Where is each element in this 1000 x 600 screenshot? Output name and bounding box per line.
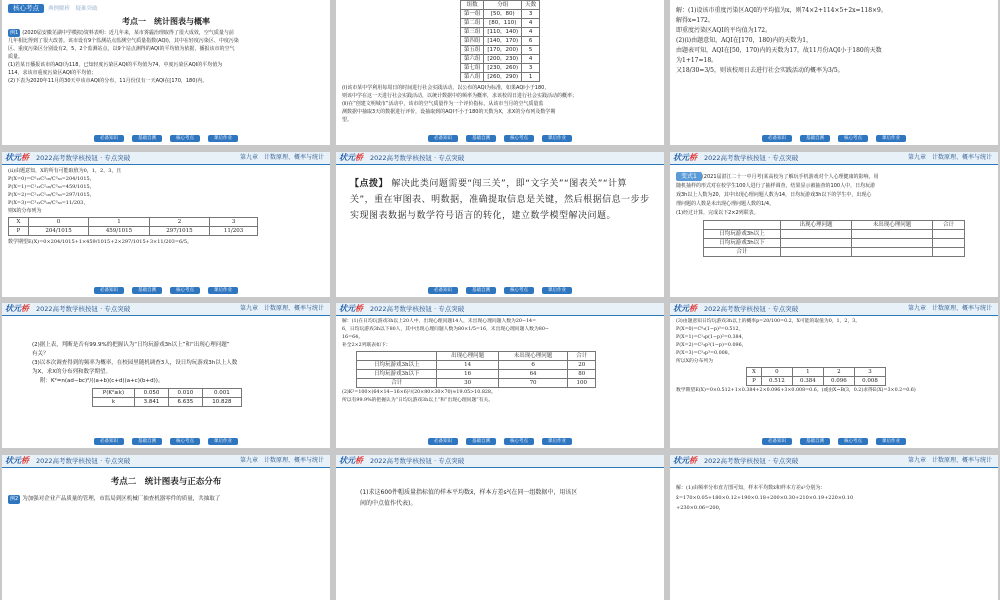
text-line: 区、重度污染区分别设有2，5，2个监测站点，以9个站点测得的AQI的平均值为依据，播报该市的空气 [8,46,235,52]
slide-2 [336,0,664,145]
text-line: P(X=0)=C⁰₁₂C³₁₈/C³₃₀=204/1015， [8,176,95,182]
text-line: (2020届安徽芜湖中学模拟)资料表明：近几年来，某市雾霾治理取得了很大成效，空气质量与前 [22,30,234,36]
brand-logo: 状元桥 [5,153,29,162]
text-line: P(X=1)=C¹₃p(1−p)²=0.384， [676,335,747,340]
slide-title: 考点二 统计图表与正态分布 [110,477,222,487]
footer-nav [336,438,664,448]
brand-logo: 状元桥 [339,456,363,465]
slide-9 [670,303,998,448]
header-chapter: 第九章 计数原理、概率与统计 [907,154,992,161]
text-line: 解：(1)设该市重度污染区AQI的平均值为x，则74×2+114×5+2x=118×9。 [676,7,887,14]
slide-8 [336,303,664,448]
nav-button[interactable]: 核心考点 [504,135,534,142]
aqi-table: 组数 分组 天数 第一组 [50，80) 3 第二组 [80，110) 4 第三组 [110，140) 4 第四组 [140，170) 6 第五组 [170，200) 5 第六组 [200，230) 4 第七组 [230，260) 3 第八组 [260，290) 1 [460,0,540,82]
text-line: (2021届湛江二十一中月考)某高校为了解玩手机游戏对个人心理健康的影响，用 [701,174,879,180]
text-line: 随机抽样的形式对在校学生100人进行了抽样调查，结果显示被抽查的100人中，日均玩游 [676,183,876,189]
slide-header [336,455,664,468]
text-line: (1)经过计算，完成以下2×2列联表。 [676,210,759,216]
footer-nav [670,135,998,145]
text-line: (2)据上表，判断是否有99.9%的把握认为“日均玩游戏3h以上”和“出现心理问题” [32,342,230,348]
nav-button[interactable]: 课后作业 [542,438,572,445]
table-row: 日均玩游戏3h以上 [704,230,965,239]
header-chapter: 第九章 计数原理、概率与统计 [239,305,324,312]
nav-button[interactable]: 课后作业 [208,287,238,294]
slide-header [670,303,998,316]
nav-button[interactable]: 课后作业 [208,438,238,445]
table-row: 第八组 [260，290) 1 [460,73,539,82]
brand-logo: 状元桥 [673,153,697,162]
nav-button[interactable]: 必备知识 [762,438,792,445]
slide-header [670,455,998,468]
nav-button[interactable]: 基础自测 [800,438,830,445]
table-row: 第五组 [170，200) 5 [460,46,539,55]
text-line: 16=64。 [342,335,364,340]
text-line: 间的中点值作代表)。 [360,500,417,507]
table-row: 日均玩游戏3h以下 16 64 80 [357,370,596,379]
slide-10 [2,455,330,600]
header-title: 2022高考数学核按钮 · 专点突破 [36,457,131,465]
header-title: 2022高考数学核按钮 · 专点突破 [704,305,799,313]
nav-button[interactable]: 核心考点 [170,135,200,142]
text-line: P(X=3)=C³₁₂C⁰₁₈/C³₃₀=11/203， [8,200,89,206]
slide-6 [670,152,998,297]
text-line: 为1+17=18。 [676,57,718,64]
slide-12 [670,455,998,600]
text-line: (ⅰ)该市某中学利用每周日的时间进行社会实践活动，以公布的AQI为标准，如果AQI小于180， [342,85,550,91]
header-title: 2022高考数学核按钮 · 专点突破 [370,457,465,465]
slide-3 [670,0,998,145]
nav-button[interactable]: 课后作业 [542,287,572,294]
text-line: 解：(1)在日均玩游戏3h以上20人中，出现心理问题14人，未出现心理问题人数为20−14= [342,319,537,324]
tip-title: 【点拨】 [350,179,389,189]
tip-text: 解决此类问题需要“闯三关”，即“文字关”“图表关”“计算关”，重在审图表、明数据，准确提取信息是关键，然后根据信息一步步实现图表数据与数学符号语言的转化，建立数学模型解决问题。 [350,179,650,221]
header-title: 2022高考数学核按钮 · 专点突破 [36,154,131,162]
table-row: 日均玩游戏3h以下 [704,239,965,248]
brand-logo: 状元桥 [5,304,29,313]
header-title: 2022高考数学核按钮 · 专点突破 [370,154,465,162]
nav-button[interactable]: 必备知识 [94,438,124,445]
slide-title: 考点一 统计图表与概率 [122,17,210,26]
table-row: P 204/1015 459/1015 297/1015 11/203 [9,227,258,236]
table-row: 第一组 [50，80) 3 [460,10,539,19]
text-line: 6，日均玩游戏3h以下80人，其中出现心理问题人数为80×1/5=16，未出现心理问题人数为80− [342,327,549,332]
brand-logo: 状元桥 [339,153,363,162]
header-title: 2022高考数学核按钮 · 专点突破 [36,305,131,313]
nav-button[interactable]: 必备知识 [428,287,458,294]
slide-header [336,303,664,316]
slide-4 [2,152,330,297]
formula: 附：K²=n(ad−bc)²/((a+b)(c+d)(a+c)(b+d))。 [40,378,164,384]
nav-button[interactable]: 基础自测 [132,287,162,294]
text-line: (1)求这600件帽质量指标值的样本平均数x̄，样本方差s²(在同一组数据中，用该区 [360,489,578,496]
footer-nav [2,287,330,297]
nav-button[interactable]: 核心考点 [170,438,200,445]
footer-nav [336,287,664,297]
conclusion: 所以有99.9%的把握认为“日均玩游戏3h以上”和“出现心理问题”有关。 [342,398,494,403]
table-row: 第二组 [80，110) 4 [460,19,539,28]
text-line: 由题表可知，AQI在[50，170)内的天数为17，故11月份AQI小于180的天数 [676,47,882,54]
text-line: 解：(1)由频率分布直方图可知，样本平均数x̄和样本方差s²分别为： [676,485,826,491]
nav-button[interactable]: 基础自测 [466,438,496,445]
text-line: (2)(ⅰ)由题意知，AQI在[170，180)内的天数为1， [676,37,813,44]
text-line: (3)以本次调查得到的频率为概率，在校园里随机调查3人，设日均玩游戏3h以上人数 [32,360,238,366]
nav-button[interactable]: 课后作业 [876,438,906,445]
footer-nav [2,438,330,448]
header-title: 2022高考数学核按钮 · 专点突破 [704,457,799,465]
text-line: (2)下表为2020年11月的30天中该市AQI的分布，11月份仅有一天AQI在[170，180)内。 [8,78,208,84]
slide-header [2,152,330,165]
nav-button[interactable]: 核心考点 [838,135,868,142]
text-line: 补全2×2列联表如下： [342,343,391,348]
text-line: 则X的分布列为 [8,208,42,214]
header-chapter: 第九章 计数原理、概率与统计 [907,305,992,312]
nav-button[interactable]: 核心考点 [504,287,534,294]
text-line: 为X，求X的分布列和数学期望。 [32,369,112,375]
footer-nav [2,135,330,145]
text-line: 又18/30=3/5，则该校周日去进行社会实践活动的概率为3/5。 [676,67,844,74]
header-chapter: 第九章 计数原理、概率与统计 [239,457,324,464]
example-label: 例2 [10,496,19,502]
nav-button[interactable]: 课后作业 [876,135,906,142]
text-line: 即重度污染区AQI的平均值为172。 [676,27,772,34]
contingency-table-filled: 出现心理问题 未出现心理问题 合计 日均玩游戏3h以上 14 6 20 日均玩游戏3h以下 16 64 80 合计 30 70 100 [356,351,596,388]
nav-button[interactable]: 基础自测 [132,135,162,142]
example-label: 变式1 [676,172,702,181]
table-row: P 0.512 0.384 0.096 0.008 [747,377,886,386]
header-title: 2022高考数学核按钮 · 专点突破 [704,154,799,162]
slide-header [670,152,998,165]
section-tag: 核心考点 [8,4,44,13]
text-line: (ⅱ)由题意知，X的所有可能取值为0，1，2，3，且 [8,168,122,174]
text-line: 为加强对企业产品质量的管理，市监局到区机械厂抽查机器零件的质量，共抽取了 [22,496,221,502]
text-line: (1)若某日播报该市的AQI为118，已知轻度污染区AQI的平均值为74，中度污染区AQI的平均值为 [8,62,223,68]
text-line: 解得x=172。 [676,17,714,24]
text-line: (3)由题意知日均玩游戏3h以上的概率p=20/100=0.2，X可能的取值为0，1，2，3。 [676,319,861,324]
text-line: P(X=2)=C²₃p²(1−p)=0.096， [676,343,747,348]
distribution-table: X 0 1 2 3 P 0.512 0.384 0.096 0.008 [746,367,886,386]
text-line: 望。 [342,117,353,123]
text-line: (ⅱ)在“创建文明城市”活动中，该市的空气质量作为一个评价指标，从该市当月的空气质量监 [342,101,544,107]
nav-button[interactable]: 必备知识 [94,135,124,142]
text-line: 几年相比得到了很大改善。该市设有9个监测站点监测空气质量指数(AQI)，其中在轻度污染区、中度污染 [8,38,239,44]
table-row: 第六组 [200，230) 4 [460,55,539,64]
text-line: x̄=170×0.05+180×0.12+190×0.18+200×0.30+210×0.19+220×0.10 [676,495,854,501]
example-label: 例1 [10,30,19,36]
nav-button[interactable]: 基础自测 [132,438,162,445]
text-line: P(X=3)=C³₃p³=0.008。 [676,351,733,356]
nav-button[interactable]: 核心考点 [504,438,534,445]
header-chapter: 第九章 计数原理、概率与统计 [907,457,992,464]
text-line: 114，求该市重度污染区AQI的平均值； [8,70,97,76]
slide-1 [2,0,330,145]
table-row: k 3.841 6.635 10.828 [93,398,242,407]
slide-header [2,303,330,316]
slide-7 [2,303,330,448]
text-line: P(X=1)=C¹₁₂C²₁₈/C³₃₀=459/1015， [8,184,95,190]
header-title: 2022高考数学核按钮 · 专点突破 [370,305,465,313]
nav-button[interactable]: 基础自测 [466,135,496,142]
text-line: 质量。 [8,54,24,60]
distribution-table: X 0 1 2 3 P 204/1015 459/1015 297/1015 11/203 [8,217,258,236]
nav-button[interactable]: 课后作业 [208,135,238,142]
nav-button[interactable]: 课后作业 [542,135,572,142]
table-row: 第四组 [140，170) 6 [460,37,539,46]
contingency-table: 出现心理问题 未出现心理问题 合计 日均玩游戏3h以上 日均玩游戏3h以下 合计 [703,220,965,257]
brand-logo: 状元桥 [5,456,29,465]
k2-formula: (2)K²=100×(64×14−16×6)²/(20×80×30×70)≈19.05>10.828。 [342,390,496,395]
brand-logo: 状元桥 [673,304,697,313]
table-row: 第七组 [230，260) 3 [460,64,539,73]
text-line: 测数据中抽取3天的数据进行评价，设抽取到的AQI不小于180的天数为X，求X的分布列及数学期 [342,109,556,115]
text-line: 理问题的人数是未出现心理问题人数的1/4。 [676,201,775,207]
table-row: 合计 30 70 100 [357,379,596,388]
section-subtag: 典例解析 疑难突破 [48,6,98,12]
slide-5 [336,152,664,297]
table-row: 合计 [704,248,965,257]
text-line: 所以X的分布列为 [676,359,713,364]
text-line: P(X=2)=C²₁₂C¹₁₈/C³₃₀=297/1015， [8,192,95,198]
nav-button[interactable]: 必备知识 [428,135,458,142]
text-line: +230×0.06=200， [676,505,724,511]
nav-button[interactable]: 必备知识 [762,135,792,142]
expectation: 数学期望E(X)=0×0.512+1×0.384+2×0.096+3×0.008=0.6。(或由X~B(3，0.2)求得E(X)=3×0.2=0.6) [676,388,916,393]
table-row: 日均玩游戏3h以上 14 6 20 [357,361,596,370]
slide-header [2,455,330,468]
table-row: 第三组 [110，140) 4 [460,28,539,37]
nav-button[interactable]: 必备知识 [428,438,458,445]
slide-header [336,152,664,165]
brand-logo: 状元桥 [339,304,363,313]
text-line: 戏3h以上人数为20，其中出现心理问题人数为14，日均玩游戏3h以下的学生中，出现心 [676,192,872,198]
expectation: 数学期望E(X)=0×204/1015+1×459/1015+2×297/1015+3×11/203=6/5。 [8,239,193,245]
nav-button[interactable]: 基础自测 [800,135,830,142]
nav-button[interactable]: 必备知识 [94,287,124,294]
text-line: 有关？ [32,351,49,357]
slide-11 [336,455,664,600]
nav-button[interactable]: 核心考点 [838,438,868,445]
text-line: P(X=0)=C⁰₃(1−p)³=0.512， [676,327,744,332]
critical-value-table: P(K²≥k) 0.050 0.010 0.001 k 3.841 6.635 10.828 [92,388,242,407]
nav-button[interactable]: 基础自测 [466,287,496,294]
text-line: 则该中学在这一天进行社会实践活动，以统计数据中的频率为概率，求该校周日进行社会实践活动的概率； [342,93,578,99]
footer-nav [336,135,664,145]
footer-nav [670,438,998,448]
header-chapter: 第九章 计数原理、概率与统计 [239,154,324,161]
nav-button[interactable]: 核心考点 [170,287,200,294]
brand-logo: 状元桥 [673,456,697,465]
